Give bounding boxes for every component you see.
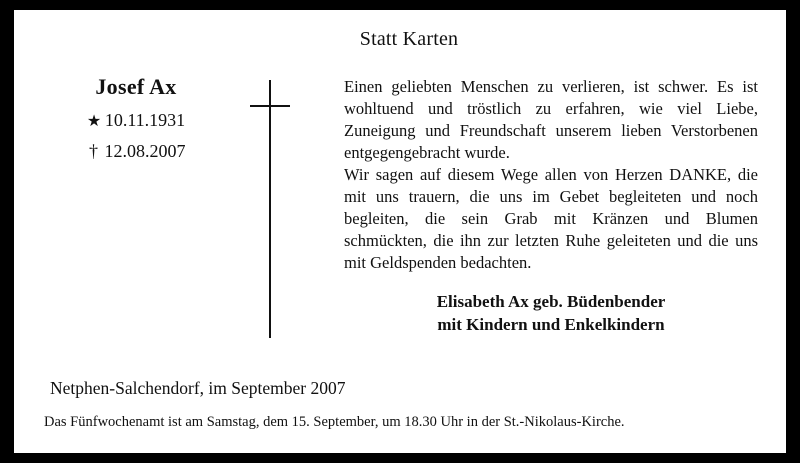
signature-block xyxy=(344,290,758,336)
death-date: 12.08.2007 xyxy=(104,141,186,161)
obituary-card xyxy=(14,10,786,453)
cross-divider-icon xyxy=(250,80,290,338)
message-paragraph-2: Wir sagen auf diesem Wege allen von Herzen DANKE, die mit uns trauern, die uns im Gebet begleiteten und noch begleiten, die sein Grab mit Kränzen und Blumen schmückten, die ihn zur letzten Ruhe geleiteten und die uns mit Geldspenden bedachten. xyxy=(344,165,758,272)
signature-line-2: mit Kindern und Enkelkindern xyxy=(437,315,665,334)
message-block xyxy=(344,76,758,336)
cross-horizontal-bar xyxy=(250,105,290,107)
service-note: Das Fünfwochenamt ist am Samstag, dem 15. September, um 18.30 Uhr in der St.-Nikolaus-Kirche. xyxy=(44,414,625,430)
signature-line-1: Elisabeth Ax geb. Büdenbender xyxy=(436,292,666,311)
cross-vertical-bar xyxy=(269,80,271,338)
message-paragraph-1: Einen geliebten Menschen zu verlieren, ist schwer. Es ist wohltuend und tröstlich zu erfahren, wie viel Liebe, Zuneigung und Freundschaft unserem lieben Verstorbenen entgegengebracht wurde. xyxy=(344,77,758,162)
place-and-date: Netphen-Salchendorf, im September 2007 xyxy=(50,378,346,398)
death-line xyxy=(36,141,236,162)
headline-text: Statt Karten xyxy=(359,28,459,50)
deceased-name: Josef Ax xyxy=(95,74,177,99)
star-icon: ★ xyxy=(86,113,102,130)
birth-date: 10.11.1931 xyxy=(104,110,186,130)
cross-icon: † xyxy=(89,141,98,161)
deceased-block xyxy=(36,74,236,162)
headline xyxy=(14,28,786,51)
birth-line xyxy=(36,110,236,131)
